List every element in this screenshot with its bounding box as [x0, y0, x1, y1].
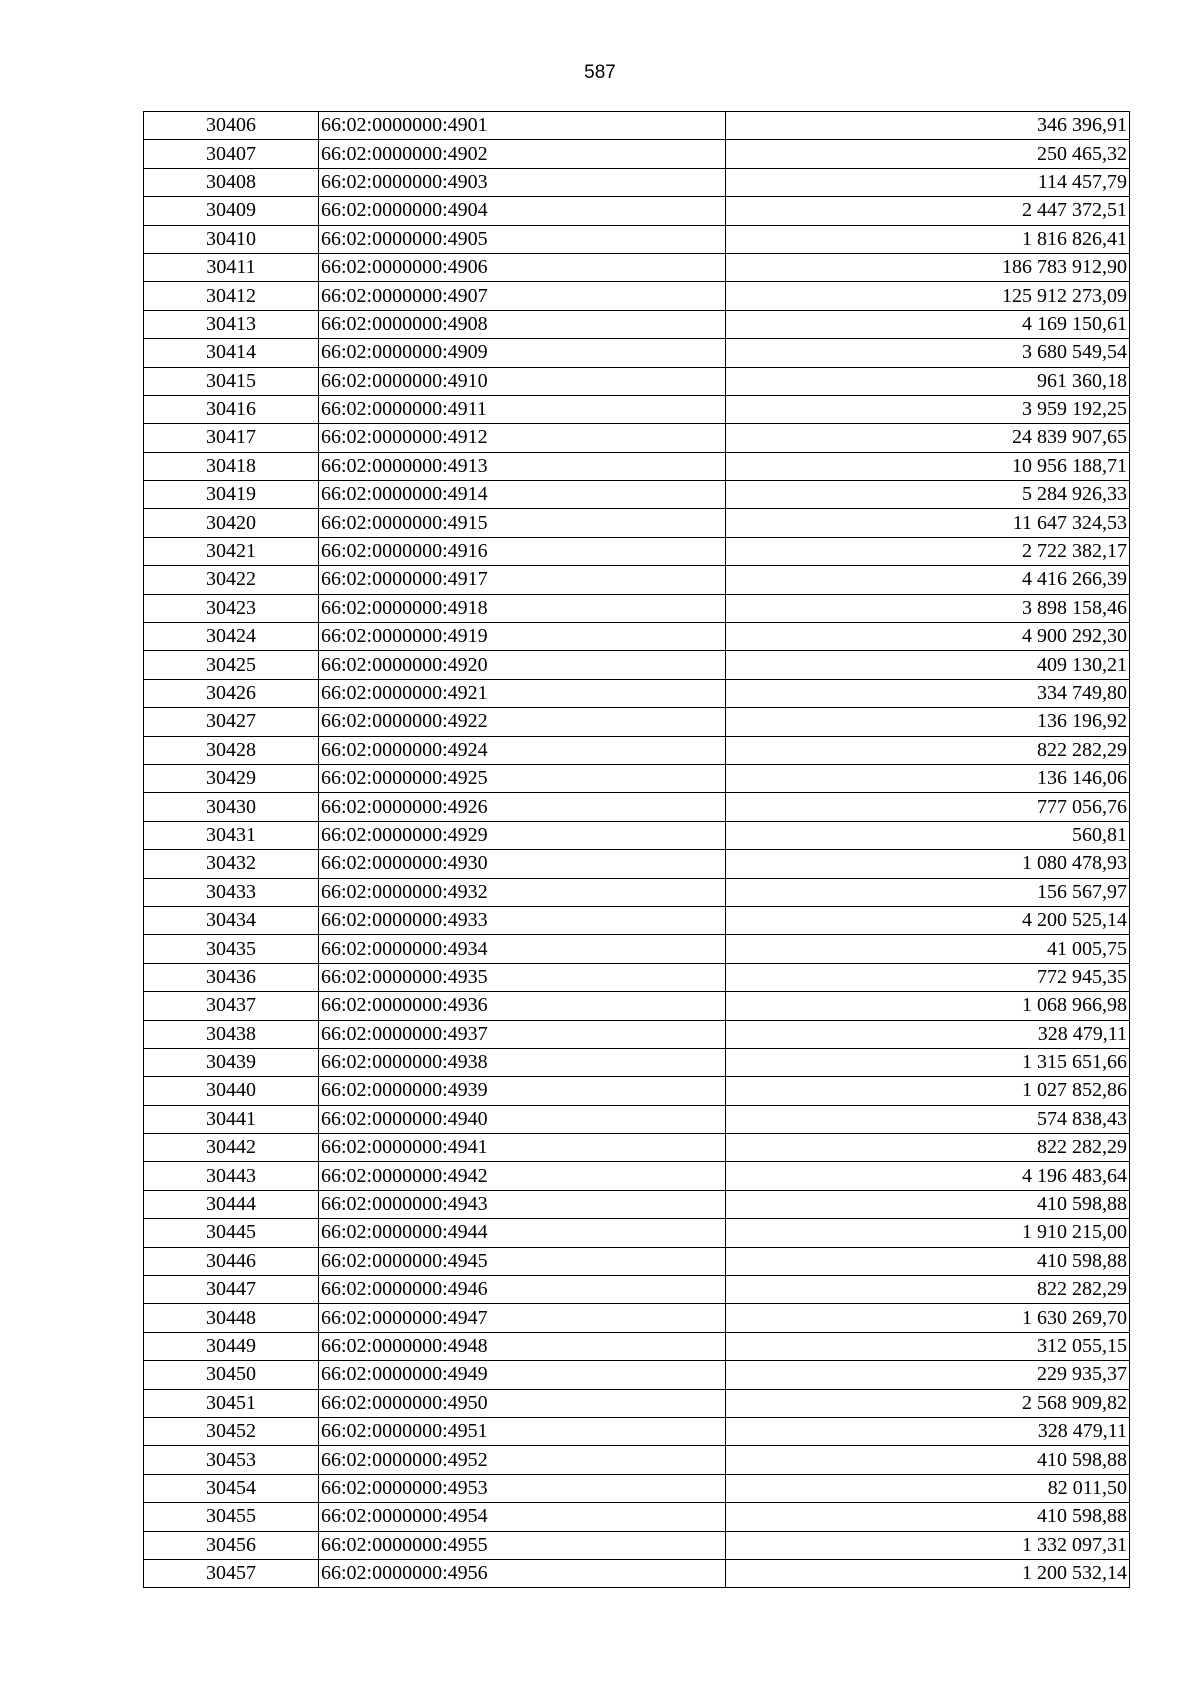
row-number-cell: 30457 [144, 1559, 319, 1587]
cadastral-value-cell: 410 598,88 [726, 1503, 1130, 1531]
cadastral-number-cell: 66:02:0000000:4902 [319, 140, 726, 168]
row-number-cell: 30423 [144, 594, 319, 622]
cadastral-number-cell: 66:02:0000000:4948 [319, 1332, 726, 1360]
row-number-cell: 30412 [144, 282, 319, 310]
row-number-cell: 30455 [144, 1503, 319, 1531]
table-row [144, 793, 1130, 821]
cadastral-value-cell: 1 027 852,86 [726, 1077, 1130, 1105]
row-number-cell: 30435 [144, 935, 319, 963]
cadastral-number-cell: 66:02:0000000:4940 [319, 1105, 726, 1133]
row-number-cell: 30419 [144, 481, 319, 509]
table-row [144, 708, 1130, 736]
cadastral-value-cell: 186 783 912,90 [726, 253, 1130, 281]
table-row [144, 1417, 1130, 1445]
cadastral-value-cell: 334 749,80 [726, 679, 1130, 707]
table-row [144, 1077, 1130, 1105]
cadastral-number-cell: 66:02:0000000:4938 [319, 1048, 726, 1076]
row-number-cell: 30449 [144, 1332, 319, 1360]
row-number-cell: 30437 [144, 992, 319, 1020]
cadastral-number-cell: 66:02:0000000:4921 [319, 679, 726, 707]
cadastral-value-cell: 346 396,91 [726, 112, 1130, 140]
table-row [144, 168, 1130, 196]
cadastral-value-cell: 410 598,88 [726, 1247, 1130, 1275]
table-row [144, 906, 1130, 934]
cadastral-number-cell: 66:02:0000000:4918 [319, 594, 726, 622]
cadastral-number-cell: 66:02:0000000:4909 [319, 339, 726, 367]
row-number-cell: 30407 [144, 140, 319, 168]
cadastral-number-cell: 66:02:0000000:4942 [319, 1162, 726, 1190]
row-number-cell: 30445 [144, 1219, 319, 1247]
row-number-cell: 30444 [144, 1190, 319, 1218]
cadastral-value-cell: 822 282,29 [726, 736, 1130, 764]
table-body [144, 112, 1130, 1588]
table-row [144, 1304, 1130, 1332]
cadastral-number-cell: 66:02:0000000:4926 [319, 793, 726, 821]
cadastral-value-cell: 229 935,37 [726, 1361, 1130, 1389]
cadastral-number-cell: 66:02:0000000:4941 [319, 1134, 726, 1162]
row-number-cell: 30418 [144, 452, 319, 480]
table-row [144, 1247, 1130, 1275]
row-number-cell: 30442 [144, 1134, 319, 1162]
cadastral-number-cell: 66:02:0000000:4919 [319, 623, 726, 651]
row-number-cell: 30438 [144, 1020, 319, 1048]
cadastral-number-cell: 66:02:0000000:4955 [319, 1531, 726, 1559]
cadastral-value-cell: 409 130,21 [726, 651, 1130, 679]
cadastral-value-cell: 41 005,75 [726, 935, 1130, 963]
table-row [144, 424, 1130, 452]
cadastral-number-cell: 66:02:0000000:4930 [319, 850, 726, 878]
cadastral-value-cell: 4 900 292,30 [726, 623, 1130, 651]
cadastral-number-cell: 66:02:0000000:4912 [319, 424, 726, 452]
cadastral-value-cell: 2 447 372,51 [726, 197, 1130, 225]
cadastral-value-cell: 410 598,88 [726, 1446, 1130, 1474]
cadastral-value-cell: 11 647 324,53 [726, 509, 1130, 537]
cadastral-value-cell: 136 146,06 [726, 764, 1130, 792]
table-row [144, 537, 1130, 565]
cadastral-value-cell: 4 169 150,61 [726, 310, 1130, 338]
cadastral-number-cell: 66:02:0000000:4936 [319, 992, 726, 1020]
cadastral-number-cell: 66:02:0000000:4929 [319, 821, 726, 849]
cadastral-number-cell: 66:02:0000000:4905 [319, 225, 726, 253]
cadastral-value-cell: 1 910 215,00 [726, 1219, 1130, 1247]
cadastral-number-cell: 66:02:0000000:4925 [319, 764, 726, 792]
row-number-cell: 30424 [144, 623, 319, 651]
cadastral-number-cell: 66:02:0000000:4904 [319, 197, 726, 225]
table-row [144, 140, 1130, 168]
cadastral-value-cell: 328 479,11 [726, 1020, 1130, 1048]
cadastral-number-cell: 66:02:0000000:4901 [319, 112, 726, 140]
cadastral-value-cell: 3 898 158,46 [726, 594, 1130, 622]
table-row [144, 679, 1130, 707]
row-number-cell: 30415 [144, 367, 319, 395]
table-row [144, 1332, 1130, 1360]
table-row [144, 1134, 1130, 1162]
table-row [144, 821, 1130, 849]
cadastral-number-cell: 66:02:0000000:4934 [319, 935, 726, 963]
cadastral-number-cell: 66:02:0000000:4937 [319, 1020, 726, 1048]
table-row [144, 594, 1130, 622]
cadastral-number-cell: 66:02:0000000:4917 [319, 566, 726, 594]
table-row [144, 1503, 1130, 1531]
table-row [144, 367, 1130, 395]
cadastral-number-cell: 66:02:0000000:4916 [319, 537, 726, 565]
row-number-cell: 30436 [144, 963, 319, 991]
table-row [144, 1446, 1130, 1474]
table-row [144, 310, 1130, 338]
row-number-cell: 30422 [144, 566, 319, 594]
row-number-cell: 30451 [144, 1389, 319, 1417]
row-number-cell: 30417 [144, 424, 319, 452]
cadastral-number-cell: 66:02:0000000:4933 [319, 906, 726, 934]
cadastral-number-cell: 66:02:0000000:4920 [319, 651, 726, 679]
cadastral-number-cell: 66:02:0000000:4947 [319, 1304, 726, 1332]
page-number: 587 [584, 62, 616, 83]
cadastral-value-cell: 156 567,97 [726, 878, 1130, 906]
table-row [144, 481, 1130, 509]
row-number-cell: 30431 [144, 821, 319, 849]
cadastral-value-cell: 961 360,18 [726, 367, 1130, 395]
cadastral-number-cell: 66:02:0000000:4914 [319, 481, 726, 509]
row-number-cell: 30433 [144, 878, 319, 906]
table-row [144, 992, 1130, 1020]
cadastral-value-cell: 10 956 188,71 [726, 452, 1130, 480]
cadastral-number-cell: 66:02:0000000:4951 [319, 1417, 726, 1445]
row-number-cell: 30425 [144, 651, 319, 679]
cadastral-value-cell: 24 839 907,65 [726, 424, 1130, 452]
cadastral-number-cell: 66:02:0000000:4922 [319, 708, 726, 736]
cadastral-value-cell: 4 196 483,64 [726, 1162, 1130, 1190]
row-number-cell: 30446 [144, 1247, 319, 1275]
row-number-cell: 30414 [144, 339, 319, 367]
cadastral-number-cell: 66:02:0000000:4910 [319, 367, 726, 395]
row-number-cell: 30421 [144, 537, 319, 565]
cadastral-value-cell: 822 282,29 [726, 1276, 1130, 1304]
cadastral-value-cell: 328 479,11 [726, 1417, 1130, 1445]
cadastral-number-cell: 66:02:0000000:4950 [319, 1389, 726, 1417]
cadastral-number-cell: 66:02:0000000:4953 [319, 1474, 726, 1502]
cadastral-number-cell: 66:02:0000000:4954 [319, 1503, 726, 1531]
cadastral-value-cell: 125 912 273,09 [726, 282, 1130, 310]
row-number-cell: 30428 [144, 736, 319, 764]
cadastral-value-cell: 114 457,79 [726, 168, 1130, 196]
table-row [144, 651, 1130, 679]
cadastral-value-cell: 1 068 966,98 [726, 992, 1130, 1020]
table-row [144, 1048, 1130, 1076]
table-row [144, 197, 1130, 225]
row-number-cell: 30426 [144, 679, 319, 707]
row-number-cell: 30454 [144, 1474, 319, 1502]
cadastral-value-cell: 777 056,76 [726, 793, 1130, 821]
row-number-cell: 30441 [144, 1105, 319, 1133]
row-number-cell: 30453 [144, 1446, 319, 1474]
cadastral-number-cell: 66:02:0000000:4908 [319, 310, 726, 338]
row-number-cell: 30432 [144, 850, 319, 878]
table-row [144, 253, 1130, 281]
cadastral-number-cell: 66:02:0000000:4945 [319, 1247, 726, 1275]
table-row [144, 850, 1130, 878]
table-row [144, 1559, 1130, 1587]
cadastral-value-cell: 2 568 909,82 [726, 1389, 1130, 1417]
row-number-cell: 30413 [144, 310, 319, 338]
cadastral-value-cell: 1 332 097,31 [726, 1531, 1130, 1559]
cadastral-value-cell: 1 630 269,70 [726, 1304, 1130, 1332]
table-row [144, 566, 1130, 594]
cadastral-number-cell: 66:02:0000000:4906 [319, 253, 726, 281]
cadastral-value-cell: 772 945,35 [726, 963, 1130, 991]
table-row [144, 509, 1130, 537]
cadastral-number-cell: 66:02:0000000:4944 [319, 1219, 726, 1247]
cadastral-value-cell: 1 816 826,41 [726, 225, 1130, 253]
cadastral-value-cell: 312 055,15 [726, 1332, 1130, 1360]
table-row [144, 1219, 1130, 1247]
table-row [144, 1105, 1130, 1133]
cadastral-value-cell: 2 722 382,17 [726, 537, 1130, 565]
row-number-cell: 30409 [144, 197, 319, 225]
cadastral-number-cell: 66:02:0000000:4949 [319, 1361, 726, 1389]
table-row [144, 736, 1130, 764]
table-row [144, 1190, 1130, 1218]
table-row [144, 963, 1130, 991]
cadastral-value-cell: 410 598,88 [726, 1190, 1130, 1218]
table-row [144, 452, 1130, 480]
cadastral-number-cell: 66:02:0000000:4911 [319, 395, 726, 423]
table-row [144, 1531, 1130, 1559]
cadastral-value-cell: 4 200 525,14 [726, 906, 1130, 934]
cadastral-value-cell: 1 200 532,14 [726, 1559, 1130, 1587]
cadastral-number-cell: 66:02:0000000:4935 [319, 963, 726, 991]
cadastral-number-cell: 66:02:0000000:4903 [319, 168, 726, 196]
table-row [144, 1276, 1130, 1304]
cadastral-value-cell: 3 959 192,25 [726, 395, 1130, 423]
table-row [144, 1020, 1130, 1048]
cadastral-number-cell: 66:02:0000000:4907 [319, 282, 726, 310]
row-number-cell: 30440 [144, 1077, 319, 1105]
cadastral-number-cell: 66:02:0000000:4939 [319, 1077, 726, 1105]
cadastral-number-cell: 66:02:0000000:4956 [319, 1559, 726, 1587]
row-number-cell: 30427 [144, 708, 319, 736]
row-number-cell: 30429 [144, 764, 319, 792]
row-number-cell: 30450 [144, 1361, 319, 1389]
table-row [144, 1361, 1130, 1389]
cadastral-value-cell: 136 196,92 [726, 708, 1130, 736]
cadastral-value-cell: 5 284 926,33 [726, 481, 1130, 509]
row-number-cell: 30408 [144, 168, 319, 196]
cadastral-number-cell: 66:02:0000000:4932 [319, 878, 726, 906]
table-row [144, 1474, 1130, 1502]
table-row [144, 225, 1130, 253]
row-number-cell: 30443 [144, 1162, 319, 1190]
row-number-cell: 30430 [144, 793, 319, 821]
cadastral-value-cell: 82 011,50 [726, 1474, 1130, 1502]
cadastral-value-cell: 574 838,43 [726, 1105, 1130, 1133]
row-number-cell: 30452 [144, 1417, 319, 1445]
cadastral-number-cell: 66:02:0000000:4946 [319, 1276, 726, 1304]
row-number-cell: 30411 [144, 253, 319, 281]
table-row [144, 935, 1130, 963]
cadastral-value-cell: 560,81 [726, 821, 1130, 849]
cadastral-value-cell: 3 680 549,54 [726, 339, 1130, 367]
row-number-cell: 30447 [144, 1276, 319, 1304]
row-number-cell: 30406 [144, 112, 319, 140]
row-number-cell: 30410 [144, 225, 319, 253]
row-number-cell: 30416 [144, 395, 319, 423]
cadastral-number-cell: 66:02:0000000:4915 [319, 509, 726, 537]
cadastral-value-cell: 822 282,29 [726, 1134, 1130, 1162]
row-number-cell: 30439 [144, 1048, 319, 1076]
cadastral-value-cell: 4 416 266,39 [726, 566, 1130, 594]
cadastral-value-cell: 1 315 651,66 [726, 1048, 1130, 1076]
table-row [144, 878, 1130, 906]
cadastral-number-cell: 66:02:0000000:4924 [319, 736, 726, 764]
cadastral-number-cell: 66:02:0000000:4943 [319, 1190, 726, 1218]
row-number-cell: 30434 [144, 906, 319, 934]
table-row [144, 339, 1130, 367]
row-number-cell: 30420 [144, 509, 319, 537]
table-row [144, 1162, 1130, 1190]
row-number-cell: 30448 [144, 1304, 319, 1332]
table-row [144, 764, 1130, 792]
table-row [144, 395, 1130, 423]
cadastral-number-cell: 66:02:0000000:4952 [319, 1446, 726, 1474]
cadastral-value-cell: 250 465,32 [726, 140, 1130, 168]
table-row [144, 1389, 1130, 1417]
table-row [144, 623, 1130, 651]
table-row [144, 112, 1130, 140]
row-number-cell: 30456 [144, 1531, 319, 1559]
cadastral-value-table [143, 111, 1130, 1588]
table-row [144, 282, 1130, 310]
cadastral-number-cell: 66:02:0000000:4913 [319, 452, 726, 480]
cadastral-value-cell: 1 080 478,93 [726, 850, 1130, 878]
